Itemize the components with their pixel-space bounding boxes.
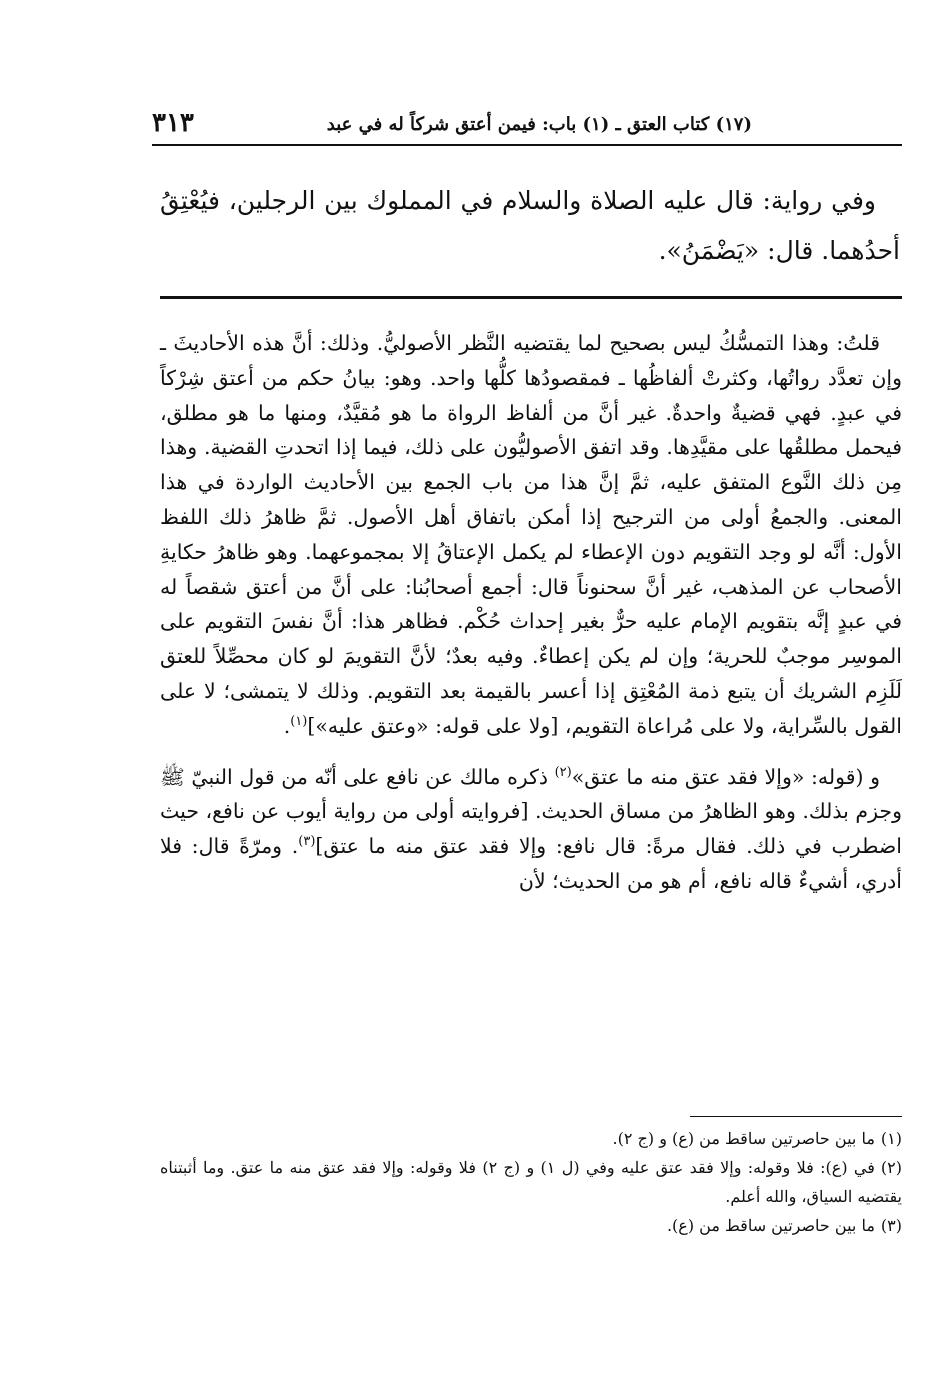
page-number: ٣١٣ bbox=[152, 108, 194, 138]
footnote-text: ما بين حاصرتين ساقط من (ع) و (ج ٢). bbox=[612, 1129, 875, 1148]
footnote-text: ما بين حاصرتين ساقط من (ع). bbox=[666, 1216, 875, 1235]
footnote-marker: (٢) bbox=[554, 764, 572, 780]
commentary-paragraph bbox=[160, 760, 902, 899]
footnote-number: (٢) bbox=[880, 1158, 903, 1177]
footnote-text: في (ع): فلا وقوله: وإلا فقد عتق عليه وفي (ل ١) و (ج ٢) فلا وقوله: وإلا فقد عتق منه ما عتق. وما أثبتناه يقتضيه السياق، والله أعلم. bbox=[160, 1158, 902, 1206]
hadith-text-block bbox=[160, 176, 900, 276]
footnote bbox=[160, 1124, 902, 1153]
hadith-text: وفي رواية: قال عليه الصلاة والسلام في المملوك بين الرجلين، فيُعْتِقُ أحدُهما. قال: «يَضْمَنُ». bbox=[160, 186, 900, 265]
commentary-paragraph-text: و (قوله: «وإلا فقد عتق منه ما عتق» bbox=[571, 764, 880, 789]
footnote-number: (٣) bbox=[880, 1216, 902, 1235]
footnote-number: (١) bbox=[880, 1129, 902, 1148]
commentary-paragraph-text: ذكره مالك عن نافع على أنّه من قول النبيّ ﷺ وجزم بذلك. وهو الظاهرُ من مساق الحديث. [فروايته أولى من رواية أيوب عن نافع، حيث اضطرب في ذلك. فقال مرةً: قال نافع: وإلا فقد عتق منه ما عتق] bbox=[160, 764, 902, 859]
footnote bbox=[160, 1153, 902, 1211]
commentary-paragraph-text: . ومرّةً قال: فلا أدري، أشيءٌ قاله نافع، أم هو من الحديث؛ لأن bbox=[160, 834, 902, 893]
page-header bbox=[152, 108, 902, 146]
paragraph-end: . bbox=[283, 713, 291, 738]
separator-rule bbox=[160, 296, 902, 299]
commentary-paragraph-text: قلتُ: وهذا التمسُّكُ ليس بصحيح لما يقتضيه النَّظر الأصوليُّ. وذلك: أنَّ هذه الأحاديثَ ـ وإن تعدَّد رواتُها، وكثرتْ ألفاظُها ـ فمقصودُها كلُّها واحد. وهو: بيانُ حكم من أعتق شِرْكاً في عبدٍ. فهي قضيةٌ واحدةٌ. غير أنَّ من ألفاظ الرواة ما هو مُقيَّدٌ، ومنها ما هو مطلق، فيحمل مطلقُها على مقيَّدِها. وقد اتفق الأصوليُّون على ذلك، فيما إذا اتحدتِ القضية. وهذا مِن ذلك النَّوع المتفق عليه، ثمَّ إنَّ هذا من باب الجمع بين الأحاديث الواردة في هذا المعنى. والجمعُ أولى من الترجيح إذا أمكن باتفاق أهل الأصول. ثمَّ ظاهرُ ذلك اللفظ الأول: أنَّه لو وجد التقويم دون الإعطاء لم يكمل الإعتاقُ إلا بمجموعهما. وهو ظاهرُ حكايةِ الأصحاب عن المذهب، غير أنَّ سحنوناً قال: أجمع أصحابُنا: على أنَّ من أعتق شقصاً له في عبدٍ إنَّه بتقويم الإمام عليه حرٌّ بغير إحداث حُكْم. فظاهر هذا: أنَّ نفسَ التقويم على الموسِر موجبٌ للحرية؛ وإن لم يكن إعطاءٌ. وفيه بعدٌ؛ لأنَّ التقويمَ لو كان محصِّلاً للعتق لَلَزِم الشريك أن يتبع ذمة المُعْتِق إذا أعسر بالقيمة بعد التقويم. وذلك لا يتمشى؛ لا على القول بالسِّراية، ولا على مُراعاة التقويم، [ولا على قوله: «وعتق عليه»] bbox=[160, 331, 902, 738]
footnote bbox=[160, 1211, 902, 1240]
footnote-marker: (٣) bbox=[298, 834, 316, 850]
commentary-block bbox=[160, 326, 902, 899]
footnote-marker: (١) bbox=[290, 713, 308, 729]
commentary-paragraph bbox=[160, 326, 902, 744]
footnotes bbox=[160, 1124, 902, 1240]
footnote-separator bbox=[690, 1116, 902, 1117]
running-title: (١٧) كتاب العتق ـ (١) باب: فيمن أعتق شركاً له في عبد bbox=[326, 114, 752, 135]
